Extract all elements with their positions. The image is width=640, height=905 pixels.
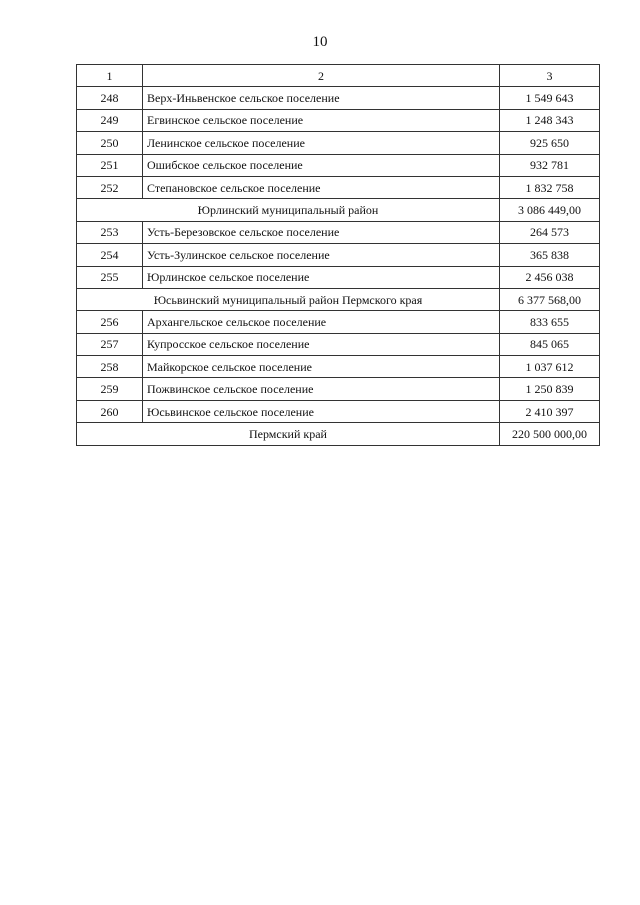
- table-row: [77, 356, 600, 378]
- table-row: [77, 244, 600, 266]
- table-row-group-total: [77, 199, 600, 221]
- table-row: [77, 400, 600, 422]
- amount-cell: 833 655: [500, 311, 600, 333]
- row-number-cell: 250: [77, 132, 143, 154]
- table-row: [77, 333, 600, 355]
- row-number-cell: 256: [77, 311, 143, 333]
- amount-cell: 365 838: [500, 244, 600, 266]
- table-row: [77, 132, 600, 154]
- group-name-cell: Юрлинский муниципальный район: [77, 199, 500, 221]
- table-row: [77, 221, 600, 243]
- amount-cell: 2 410 397: [500, 400, 600, 422]
- settlement-name-cell: Архангельское сельское поселение: [143, 311, 500, 333]
- settlement-name-cell: Юрлинское сельское поселение: [143, 266, 500, 288]
- table-row: [77, 311, 600, 333]
- settlement-name-cell: Усть-Зулинское сельское поселение: [143, 244, 500, 266]
- table-row: [77, 176, 600, 198]
- amount-cell: 1 248 343: [500, 109, 600, 131]
- settlement-name-cell: Ошибское сельское поселение: [143, 154, 500, 176]
- row-number-cell: 249: [77, 109, 143, 131]
- row-number-cell: 253: [77, 221, 143, 243]
- row-number-cell: 258: [77, 356, 143, 378]
- amount-cell: 932 781: [500, 154, 600, 176]
- row-number-cell: 254: [77, 244, 143, 266]
- table-row: [77, 154, 600, 176]
- group-name-cell: Юсьвинский муниципальный район Пермского края: [77, 288, 500, 310]
- amount-cell: 1 549 643: [500, 87, 600, 109]
- header-col-name: 2: [143, 65, 500, 87]
- table-row-group-total: [77, 288, 600, 310]
- settlement-name-cell: Усть-Березовское сельское поселение: [143, 221, 500, 243]
- settlement-name-cell: Степановское сельское поселение: [143, 176, 500, 198]
- row-number-cell: 251: [77, 154, 143, 176]
- table-body: [77, 65, 600, 446]
- table-row: [77, 378, 600, 400]
- settlement-name-cell: Майкорское сельское поселение: [143, 356, 500, 378]
- group-amount-cell: 6 377 568,00: [500, 288, 600, 310]
- group-name-cell: Пермский край: [77, 423, 500, 445]
- table-row: [77, 109, 600, 131]
- row-number-cell: 260: [77, 400, 143, 422]
- settlement-name-cell: Юсьвинское сельское поселение: [143, 400, 500, 422]
- header-col-amount: 3: [500, 65, 600, 87]
- amount-cell: 845 065: [500, 333, 600, 355]
- settlement-name-cell: Егвинское сельское поселение: [143, 109, 500, 131]
- table-header-row: [77, 65, 600, 87]
- page-number: 10: [312, 34, 328, 50]
- row-number-cell: 252: [77, 176, 143, 198]
- group-amount-cell: 220 500 000,00: [500, 423, 600, 445]
- settlement-name-cell: Верх-Иньвенское сельское поселение: [143, 87, 500, 109]
- table-row-group-total: [77, 423, 600, 445]
- amount-cell: 1 832 758: [500, 176, 600, 198]
- table-row: [77, 87, 600, 109]
- group-amount-cell: 3 086 449,00: [500, 199, 600, 221]
- settlement-name-cell: Пожвинское сельское поселение: [143, 378, 500, 400]
- row-number-cell: 255: [77, 266, 143, 288]
- amount-cell: 2 456 038: [500, 266, 600, 288]
- settlement-name-cell: Купросское сельское поселение: [143, 333, 500, 355]
- amount-cell: 264 573: [500, 221, 600, 243]
- budget-table: [76, 64, 600, 446]
- row-number-cell: 248: [77, 87, 143, 109]
- settlement-name-cell: Ленинское сельское поселение: [143, 132, 500, 154]
- row-number-cell: 259: [77, 378, 143, 400]
- table-row: [77, 266, 600, 288]
- amount-cell: 1 037 612: [500, 356, 600, 378]
- amount-cell: 925 650: [500, 132, 600, 154]
- header-col-number: 1: [77, 65, 143, 87]
- row-number-cell: 257: [77, 333, 143, 355]
- amount-cell: 1 250 839: [500, 378, 600, 400]
